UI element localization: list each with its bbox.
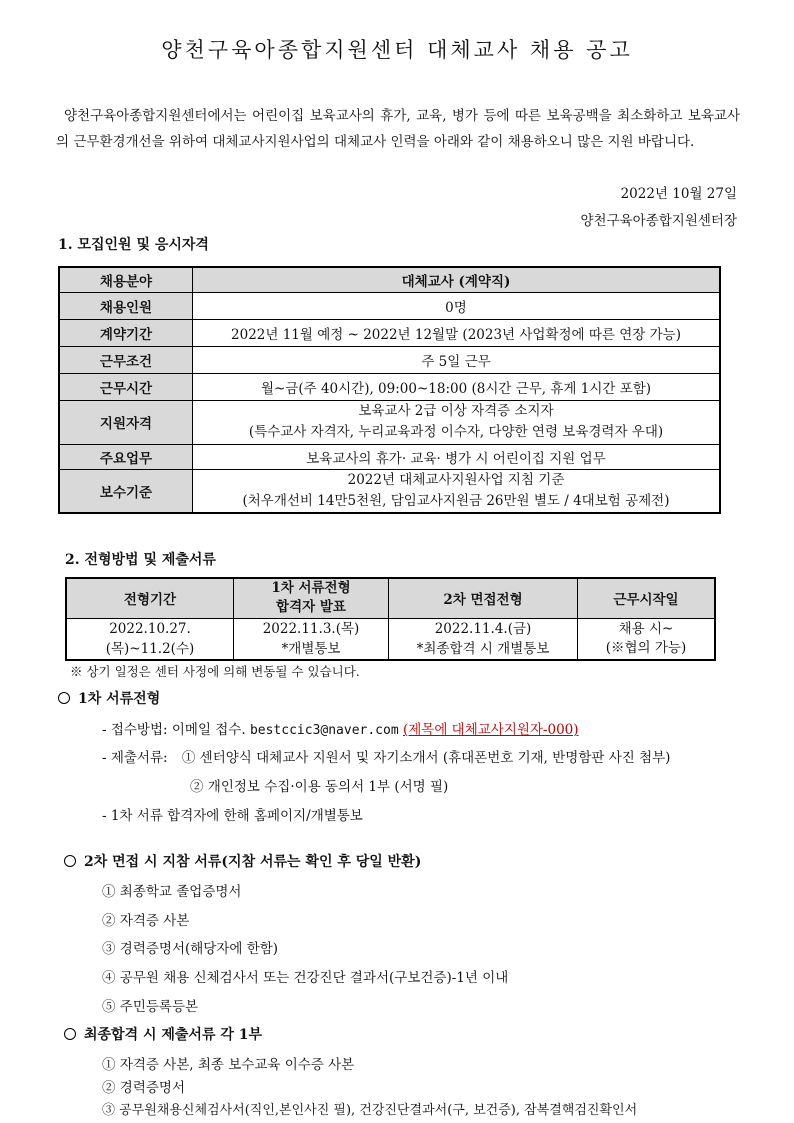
row-value-line: (특수교사 자격자, 누리교육과정 이수자, 다양한 연령 보육경력자 우대) (248, 424, 664, 440)
row-value (193, 400, 721, 444)
list-item: ② 경력증명서 (102, 1080, 185, 1096)
schedule-table (65, 577, 716, 661)
doc-item: ① 센터양식 대체교사 지원서 및 자기소개서 (휴대폰번호 기재, 반명함판 사진 첨부) (181, 750, 671, 766)
section1-heading: 1. 모집인원 및 응시자격 (58, 237, 209, 253)
step1-heading-text: 1차 서류전형 (78, 691, 161, 707)
cell-start: 채용 시~ (※협의 가능) (578, 618, 716, 660)
pass-notice: - 1차 서류 합격자에 한해 홈페이지/개별통보 (102, 808, 363, 824)
table-row (66, 618, 715, 660)
table-row (59, 400, 720, 444)
row-label: 계약기간 (59, 319, 193, 346)
table-row (59, 346, 720, 373)
row-value-line: 2022년 대체교사지원사업 지침 기준 (347, 471, 565, 488)
doc-item: ② 개인정보 수집·이용 동의서 1부 (서명 필) (190, 779, 449, 795)
page-title: 양천구육아종합지원센터 대체교사 채용 공고 (161, 38, 633, 62)
list-item: ② 자격증 사본 (102, 913, 190, 929)
table-header-row (59, 267, 720, 292)
row-value: 2022년 11월 예정 ~ 2022년 12월말 (2023년 사업확정에 따른 연장 가능) (193, 319, 721, 346)
row-label: 지원자격 (59, 400, 193, 444)
circle-bullet-icon (64, 1028, 76, 1040)
email-link[interactable]: bestccic3@naver.com (249, 723, 399, 738)
list-item: ③ 공무원채용신체검사서(직인,본인사진 필), 건강진단결과서(구, 보건증), 잠복결핵검진확인서 (102, 1103, 638, 1118)
recruitment-table (58, 266, 721, 514)
application-method (102, 718, 579, 738)
schedule-note: ※ 상기 일정은 센터 사정에 의해 변동될 수 있습니다. (70, 664, 360, 679)
header-cell-stage1: 1차 서류전형 합격자 발표 (234, 578, 389, 618)
list-item: ⑤ 주민등록등본 (102, 999, 199, 1015)
table-row (59, 469, 720, 513)
row-value: 보육교사의 휴가· 교육· 병가 시 어린이집 지원 업무 (193, 444, 721, 469)
table-row (59, 373, 720, 400)
row-value-line: 보육교사 2급 이상 자격증 소지자 (358, 403, 554, 419)
cell-period: 2022.10.27.(목)~11.2(수) (66, 618, 234, 660)
header-cell-start: 근무시작일 (578, 578, 716, 618)
subject-note: (제목에 대체교사지원자-000) (402, 722, 579, 738)
cell-stage1: 2022.11.3.(목) *개별통보 (234, 618, 389, 660)
row-label: 보수기준 (59, 469, 193, 513)
header-cell-stage2: 2차 면접전형 (389, 578, 578, 618)
list-item: ③ 경력증명서(해당자에 한함) (102, 941, 279, 957)
list-item: ④ 공무원 채용 신체검사서 또는 건강진단 결과서(구보건증)-1년 이내 (102, 970, 509, 986)
row-value: 0명 (193, 292, 721, 319)
docs-label: - 제출서류: (102, 750, 168, 766)
table-header-row (66, 578, 715, 618)
header-cell-value: 대체교사 (계약직) (193, 267, 721, 292)
required-docs (102, 746, 670, 766)
table-row (59, 292, 720, 319)
announcement-date: 2022년 10월 27일 (620, 186, 737, 202)
circle-bullet-icon (64, 855, 76, 867)
section2-heading: 2. 전형방법 및 제출서류 (65, 552, 216, 568)
signer: 양천구육아종합지원센터장 (580, 213, 737, 229)
circle-bullet-icon (58, 692, 70, 704)
row-label: 주요업무 (59, 444, 193, 469)
signature-block (581, 181, 738, 235)
list-item: ① 최종학교 졸업증명서 (102, 884, 242, 900)
intro-paragraph: 양천구육아종합지원센터에서는 어린이집 보육교사의 휴가, 교육, 병가 등에 따른 보육공백을 최소화하고 보육교사의 근무환경개선을 위하여 대체교사지원사업의 대체교사 인력을 아래와 같이 채용하오니 많은 지원 바랍니다. (56, 108, 740, 150)
row-value-line: (처우개선비 14만5천원, 담임교사지원금 26만원 별도 / 4대보험 공제전) (242, 492, 670, 509)
row-label: 근무조건 (59, 346, 193, 373)
row-label: 근무시간 (59, 373, 193, 400)
header-cell-field: 채용분야 (59, 267, 193, 292)
step3-heading-text: 최종합격 시 제출서류 각 1부 (84, 1027, 263, 1043)
row-value (193, 469, 721, 513)
step1-heading (58, 688, 160, 708)
list-item: ① 자격증 사본, 최종 보수교육 이수증 사본 (102, 1057, 355, 1073)
step3-heading (64, 1024, 262, 1044)
row-value: 월~금(주 40시간), 09:00~18:00 (8시간 근무, 휴게 1시간 포함) (193, 373, 721, 400)
step2-heading-text: 2차 면접 시 지참 서류(지참 서류는 확인 후 당일 반환) (84, 854, 422, 870)
method-label: - 접수방법: 이메일 접수. (102, 722, 246, 738)
table-row (59, 444, 720, 469)
header-cell-period: 전형기간 (66, 578, 234, 618)
row-label: 채용인원 (59, 292, 193, 319)
row-value: 주 5일 근무 (193, 346, 721, 373)
cell-stage2: 2022.11.4.(금) *최종합격 시 개별통보 (389, 618, 578, 660)
step2-heading (64, 851, 421, 871)
table-row (59, 319, 720, 346)
